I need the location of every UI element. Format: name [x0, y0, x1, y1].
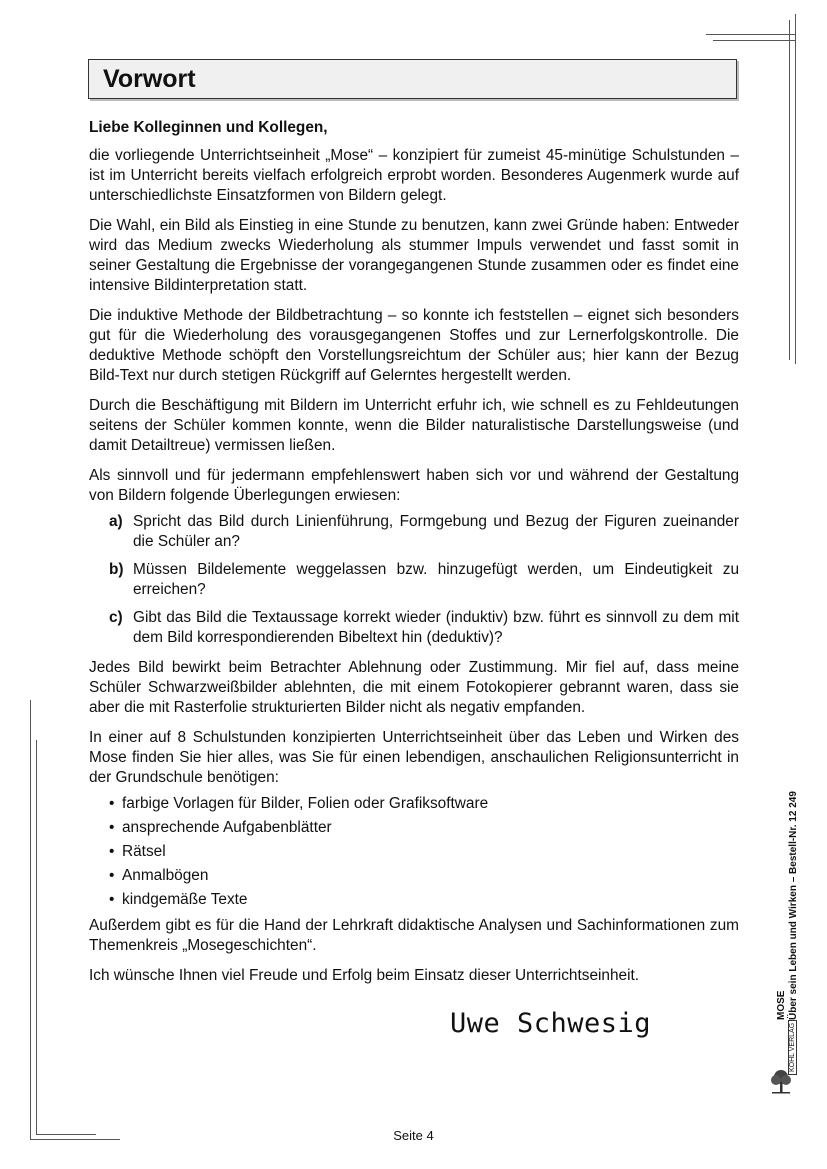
- list-item: [109, 866, 739, 886]
- question-list: [89, 512, 739, 648]
- list-marker: c): [109, 609, 123, 626]
- paragraph: Die Wahl, ein Bild als Einstieg in eine Stunde zu benutzen, kann zwei Gründe haben: Entweder wird das Medium zwecks Wiederholung als stummer Impuls verwendet und fasst somit in seiner Gestaltung die Ergebnisse der vorangegangenen Stunde zusammen oder es findet eine intensive Bildinterpretation statt.: [89, 217, 739, 294]
- foreword-content: [89, 118, 739, 996]
- frame-top-right-v2: [789, 20, 790, 360]
- paragraph: Durch die Beschäftigung mit Bildern im Unterricht erfuhr ich, wie schnell es zu Fehldeutungen seitens der Schüler kommen konnte, wenn die Bilder naturalistische Darstellungsweise (und damit Detailtreue) vermissen ließen.: [89, 397, 739, 454]
- list-item: [109, 512, 739, 552]
- bullet-icon: •: [109, 843, 115, 860]
- list-item-text: Anmalbögen: [122, 867, 209, 884]
- paragraph: Jedes Bild bewirkt beim Betrachter Ablehnung oder Zustimmung. Mir fiel auf, dass meine Schüler Schwarzweißbilder ablehnten, die mit einem Fotokopierer gebrannt waren, dass sie aber die mit Rasterfolie strukturierten Bilder nicht als negativ empfanden.: [89, 659, 739, 716]
- frame-top-right-h1: [706, 34, 796, 35]
- list-item: [109, 842, 739, 862]
- paragraph: die vorliegende Unterrichtseinheit „Mose“ – konzipiert für zumeist 45-minütige Schulstunden – ist im Unterricht bereits vielfach erfolgreich erprobt worden. Besonderes Augenmerk wurde auf unterschiedlichste Einsatzformen von Bildern gelegt.: [89, 147, 739, 204]
- list-marker: b): [109, 561, 124, 578]
- list-item-text: Gibt das Bild die Textaussage korrekt wieder (induktiv) bzw. führt es sinnvoll zu dem mit dem Bild korrespondierenden Bibeltext hin (deduktiv)?: [133, 609, 739, 646]
- frame-bottom-left-v2: [36, 740, 37, 1135]
- title-box: [88, 59, 737, 99]
- side-series-label: [776, 791, 800, 1020]
- paragraph: Die induktive Methode der Bildbetrachtung – so konnte ich feststellen – eignet sich besonders gut für die Wiederholung des vorausgegangenen Stoffes und zur Lernerfolgskontrolle. Die deduktive Methode schöpft den Vorstellungsreichtum der Schüler aus; hier kann der Bezug Bild-Text nur durch stetigen Rückgriff auf Gelerntes hergestellt werden.: [89, 307, 739, 384]
- signature: Uwe Schwesig: [450, 1008, 652, 1039]
- list-item: [109, 608, 739, 648]
- list-item: [109, 818, 739, 838]
- frame-top-right-h2: [713, 40, 796, 41]
- side-series-subtitle: Über sein Leben und Wirken – Bestell-Nr. 12 249: [788, 791, 799, 1020]
- greeting: Liebe Kolleginnen und Kollegen,: [89, 119, 328, 136]
- list-item-text: Spricht das Bild durch Linienführung, Formgebung und Bezug der Figuren zueinander die Schüler an?: [133, 513, 739, 550]
- list-item: [109, 794, 739, 814]
- list-item: [109, 560, 739, 600]
- bullet-icon: •: [109, 819, 115, 836]
- list-item-text: ansprechende Aufgabenblätter: [122, 819, 332, 836]
- paragraph: Ich wünsche Ihnen viel Freude und Erfolg beim Einsatz dieser Unterrichtseinheit.: [89, 967, 640, 984]
- list-marker: a): [109, 513, 123, 530]
- bullet-icon: •: [109, 795, 115, 812]
- bullet-icon: •: [109, 867, 115, 884]
- frame-top-right-v1: [795, 14, 796, 364]
- list-item-text: Müssen Bildelemente weggelassen bzw. hinzugefügt werden, um Eindeutigkeit zu erreichen?: [133, 561, 739, 598]
- bullet-icon: •: [109, 891, 115, 908]
- list-item-text: kindgemäße Texte: [122, 891, 248, 908]
- page-number: Seite 4: [393, 1128, 434, 1143]
- side-series-title: MOSE: [776, 990, 787, 1020]
- publisher-logo-text: KOHL VERLAG: [788, 1020, 797, 1075]
- paragraph: Außerdem gibt es für die Hand der Lehrkraft didaktische Analysen und Sachinformationen zum Themenkreis „Mosegeschichten“.: [89, 917, 739, 954]
- paragraph: In einer auf 8 Schulstunden konzipierten Unterrichtseinheit über das Leben und Wirken des Mose finden Sie hier alles, was Sie für einen lebendigen, anschaulichen Religionsunterricht in der Grundschule benötigen:: [89, 729, 739, 786]
- tree-logo-icon: [770, 1068, 792, 1094]
- list-item: [109, 890, 739, 910]
- frame-bottom-left-v1: [30, 700, 31, 1140]
- page-title: Vorwort: [103, 65, 196, 93]
- list-item-text: farbige Vorlagen für Bilder, Folien oder Grafiksoftware: [122, 795, 489, 812]
- bullet-list: [89, 794, 739, 910]
- list-item-text: Rätsel: [122, 843, 166, 860]
- paragraph: Als sinnvoll und für jedermann empfehlenswert haben sich vor und während der Gestaltung von Bildern folgende Überlegungen erwiesen:: [89, 467, 739, 504]
